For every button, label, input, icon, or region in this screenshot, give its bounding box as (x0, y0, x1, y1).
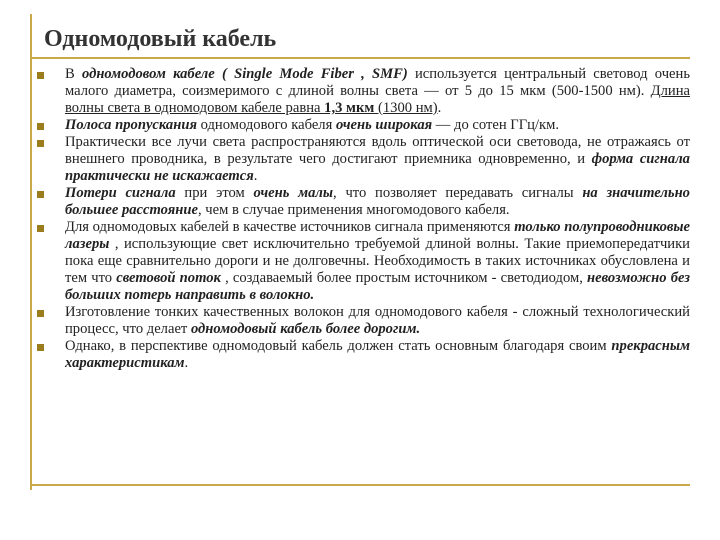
bullet-text-segment: , использующие свет исключительно требуемой длиной волны. Такие приемопередатчики пока еще сравнительно дороги и не долговечны. Необходимость в таких источниках обусловлена и тем что (65, 236, 690, 286)
bullet-item (35, 219, 690, 304)
bullet-text-segment: , чем в случае применения многомодового кабеля. (197, 202, 510, 218)
bullet-text-segment: Полоса пропускания (65, 117, 197, 133)
bullet-text-segment: Потери сигнала (65, 185, 176, 201)
bullet-text-segment: . (437, 100, 442, 116)
bullet-text-segment: Изготовление тонких качественных волокон для одномодового кабеля - сложный технологический процесс, что делает (65, 304, 690, 337)
bullet-text-segment: . (184, 355, 189, 371)
bullet-text-segment: невозможно без больших потерь направить в волокно. (65, 270, 690, 303)
bullet-text-segment: одномодовый кабель более дорогим. (190, 321, 421, 337)
bullet-text-segment: , создаваемый более простым источником - светодиодом, (220, 270, 588, 286)
title-divider (30, 57, 690, 59)
bullet-text-segment: на значительно большее расстояние (65, 185, 690, 218)
bullet-marker-icon (37, 225, 44, 232)
bullet-text-segment: очень малы (253, 185, 334, 201)
bullet-list (35, 66, 690, 372)
bullet-text-segment: Длина волны света в одномодовом кабеле равна (65, 83, 690, 116)
bullet-item (35, 134, 690, 185)
bullet-text-segment: Практически все лучи света распространяются вдоль оптической оси световода, не отражаясь от внешнего проводника, в результате чего достигают приемника одновременно, и (65, 134, 690, 167)
bullet-text-segment: форма сигнала практически не искажается (65, 151, 690, 184)
bullet-marker-icon (37, 72, 44, 79)
bullet-text-segment: (1300 нм) (374, 100, 438, 116)
bullet-text-segment: только полупроводниковые лазеры (65, 219, 690, 252)
bullet-text-segment: 1,3 мкм (324, 100, 375, 116)
bullet-text-segment: световой поток (116, 270, 221, 286)
bullet-text-segment: одномодовом кабеле ( Single Mode Fiber , SMF) (81, 66, 408, 82)
bullet-text-segment: при этом (175, 185, 254, 201)
bullet-marker-icon (37, 140, 44, 147)
bullet-text-segment: одномодового кабеля (196, 117, 336, 133)
bullet-text-segment: . (253, 168, 258, 184)
slide-title: Одномодовый кабель (44, 26, 277, 52)
bullet-item (35, 338, 690, 372)
bullet-marker-icon (37, 344, 44, 351)
bullet-text-segment: используется центральный световод очень малого диаметра, соизмеримого с длиной волны света — от 5 до 15 мкм (500-1500 нм). (65, 66, 690, 99)
bullet-marker-icon (37, 123, 44, 130)
bullet-marker-icon (37, 191, 44, 198)
bullet-item (35, 304, 690, 338)
bottom-divider (30, 484, 690, 486)
bullet-item (35, 66, 690, 117)
bullet-text-segment: , что позволяет передавать сигналы (333, 185, 583, 201)
bullet-marker-icon (37, 310, 44, 317)
left-accent-line (30, 14, 32, 490)
bullet-text-segment: Для одномодовых кабелей в качестве источников сигнала применяются (65, 219, 515, 235)
bullet-text-segment: очень широкая (335, 117, 433, 133)
bullet-text-segment: прекрасным характеристикам (65, 338, 690, 371)
bullet-text-segment: В (65, 66, 82, 82)
bullet-item (35, 185, 690, 219)
bullet-text-segment: Однако, в перспективе одномодовый кабель должен стать основным благодаря своим (65, 338, 612, 354)
bullet-text-segment: — до сотен ГГц/км. (432, 117, 560, 133)
bullet-item (35, 117, 690, 134)
